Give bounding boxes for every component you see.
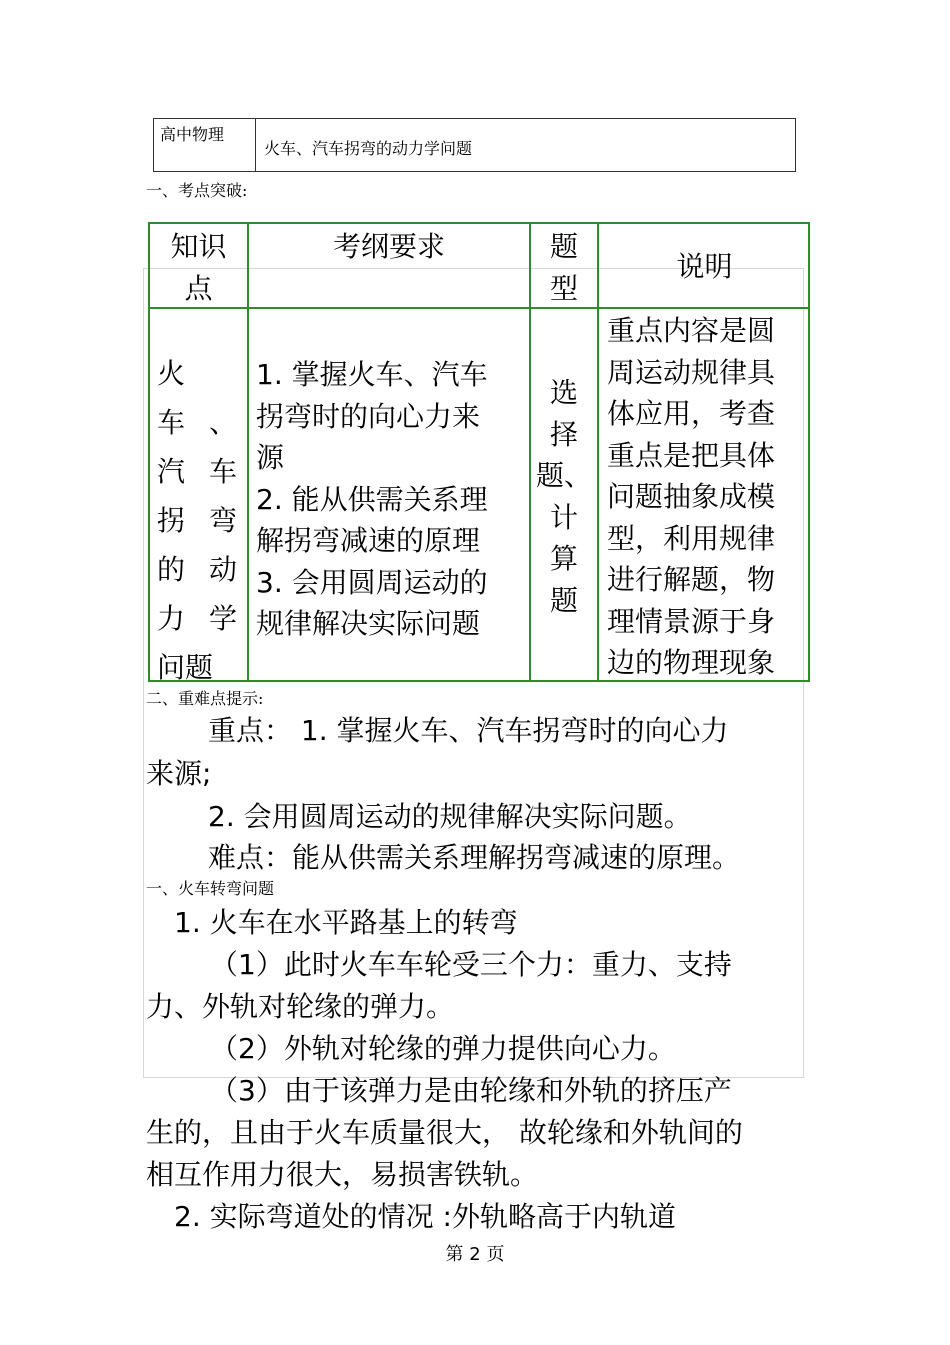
section3-title: 一、火车转弯问题: [146, 879, 275, 898]
section2-title: 二、重难点提示:: [146, 689, 264, 708]
item1-title: 1. 火车在水平路基上的转弯: [174, 906, 518, 939]
p1-line-1: （1）此时火车车轮受三个力：重力、支持: [210, 948, 732, 981]
p2-line: （2）外轨对轮缘的弹力提供向心力。: [210, 1032, 676, 1065]
p1-line-2: 力、外轨对轮缘的弹力。: [146, 990, 455, 1023]
p3-line-3: 相互作用力很大，易损害铁轨。: [146, 1158, 539, 1191]
item2-title: 2. 实际弯道处的情况 :外轨略高于内轨道: [174, 1200, 676, 1233]
cell-notes: 重点内容是圆 周运动规律具 体应用，考查 重点是把具体 问题抽象成模 型，利用规律 进行解题，物 理情景源于身 边的物理现象: [607, 314, 776, 679]
header-knowledge-point: 知识 点: [170, 230, 227, 305]
cell-question-type: 选 择 题、 计 算 题: [535, 376, 592, 617]
header-requirements: 考纲要求: [332, 230, 445, 263]
cell-knowledge-point: 火车、 汽 车 拐 弯 的 动 力 学 问题: [157, 357, 237, 684]
page-number: 第 2 页: [445, 1244, 505, 1265]
header-box: [153, 118, 796, 172]
cell-requirements: 1. 掌握火车、汽车 拐弯时的向心力来 源 2. 能从供需关系理 解拐弯减速的原理 3. 会用圆周运动的 规律解决实际问题: [256, 358, 488, 640]
table-divider: [247, 224, 249, 680]
table-divider: [150, 307, 808, 309]
subject-label: 高中物理: [160, 125, 225, 144]
header-notes: 说明: [676, 250, 733, 283]
difficulty-line: 难点：能从供需关系理解拐弯减速的原理。: [208, 841, 741, 874]
syllabus-table: [148, 222, 810, 682]
p3-line-2: 生的，且由于火车质量很大， 故轮缘和外轨间的: [146, 1116, 743, 1149]
key-point-line-1-cont: 来源;: [146, 757, 212, 790]
section1-title: 一、考点突破:: [146, 181, 248, 200]
p3-line-1: （3）由于该弹力是由轮缘和外轨的挤压产: [210, 1074, 732, 1107]
key-point-line-1: 重点： 1. 掌握火车、汽车拐弯时的向心力: [208, 714, 729, 747]
table-divider: [597, 224, 599, 680]
header-question-type: 题 型: [549, 230, 578, 305]
topic-label: 火车、汽车拐弯的动力学问题: [264, 139, 473, 158]
key-point-line-2: 2. 会用圆周运动的规律解决实际问题。: [208, 800, 692, 833]
header-divider: [255, 119, 256, 171]
